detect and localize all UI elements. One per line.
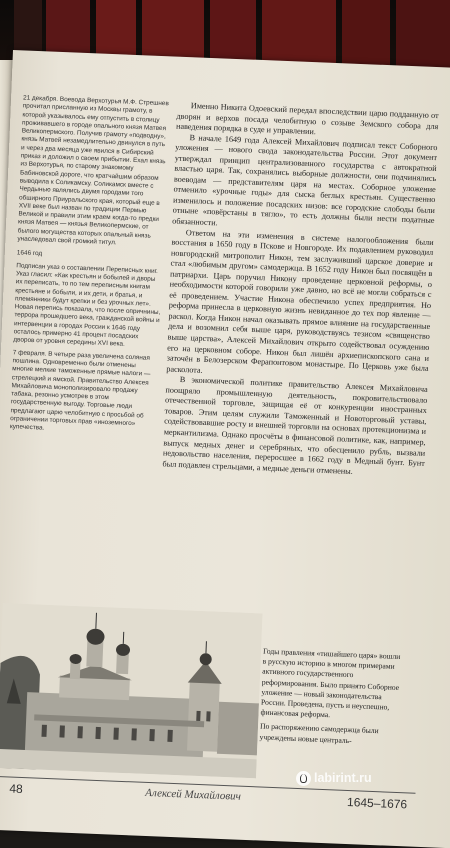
body-paragraph: Ответом на эти изменения в системе налогообложения были восстания в 1650 году в Пскове и Новгороде. Их подавлением руководил новгородский митрополит Никон, тем заслуживший царское доверие и стал «любимым другом» самодержца. В 1652 году Никон был посвящён в патриархи. Царь поручил Никону проведение церковной реформы, о необходимости которой говорили уже давно, но всё не могли собраться с её проведением. Участие Никона обеспечило успех предприятия. Но реформа принесла в церковную жизнь невиданное до тех пор явление — раскол. Когда Никон начал оказывать прямое влияние на государственные дела и возомнил себя выше царя, руководствуясь тезисом «священство выше царства», Алексей Михайлович открыто содействовал осуждению его на церковном соборе. Никон был лишён архиепископского сана и заточён в Белозерском Ферапонтовом монастыре. По Церковь уже была расколота. [166, 227, 434, 385]
body-paragraph: Именно Никита Одоевский передал впоследствии царю подданную от дворян и верхов посада челобитную о созыве Земского собора для наведения порядка в суде и управлении. [176, 101, 439, 143]
sidebar-paragraph: По распоряжению самодержца были учреждены новые централь- [259, 722, 398, 748]
chronicle-paragraph: 21 декабря. Воевода Верхотурья М.Ф. Стрешнев прочитал присланную из Москвы грамоту, в которой указывалось ему отпустить в столицу проживавшего в городе опального князя Матвея Великопермского. Получив грамоту «подводну», князь Матвей незамедлительно двинулся в путь и через два месяца уже явился в Сибирский приказ и доложил о своем прибытии. Ехал князь из Верхотурья, по старому знакомому Бабиновской дороге, что кратчайшим образом выводила к Соликамску. Соликамск вместе с Чердынью являлись двумя городами того обширного Приуральского края, который еще в XVII веке был назван по традиции Пермью Великой и правили этим краем когда-то предки князя Матвея — князья Великопермские, от былого могущества которых опальный князь унаследовал свой громкий титул. [17, 94, 169, 249]
sidebar-note [259, 647, 401, 752]
watermark-text: labirint.ru [314, 771, 372, 785]
chronicle-column [10, 94, 170, 441]
book-spine [396, 0, 450, 76]
sidebar-paragraph: Годы правления «тишайшего царя» вошли в русскую историю в многом примерами активного государственного реформирования. Было принято Соборное уложение — новый законодательства России. Проведена, пусть и неуспешно, финансовая реформа. [260, 647, 401, 724]
main-text-column [162, 101, 439, 480]
page-number: 48 [9, 781, 23, 796]
chronicle-paragraph: Подписан указ о составлении Переписных книг. Указ гласил: «Как крестьян и бобылей и дворы их переписать, то по тем переписным книгам крестьяне и бобыли, и их дети, и братья, и племянники будут крепки и без урочных лет». Новая перепись показала, что после опричнины, террора прошедшего века, гражданской войны и интервенции в городах России к 1646 году осталось примерно 41 процент посадских дворов от уровня середины XVI века. [13, 262, 162, 351]
body-paragraph: В экономической политике правительство Алексея Михайловича поощряло промышленную деятельность, покровительствовало отечественной торговле, защищая её от конкуренции иностранных товаров. Этим целям служили Таможенный и Новоторговый уставы, содействовавшие росту и внешней торговли на основах протекционизма и меркантилизма. Однако просчёты в финансовой политике, как, например, выпуск медных денег и серебряных, что обесценило рубль, вызвали недовольство населения, переросшее в 1662 году в Медный бунт. Бунт был подавлен стрельцами, а медные деньги отменены. [162, 375, 428, 480]
footer-title: Алексей Михайлович [145, 787, 241, 803]
chronicle-year-heading: 1646 год [17, 250, 163, 264]
book-page [0, 50, 450, 848]
watermark [296, 768, 446, 788]
labirint-logo-icon [296, 771, 311, 786]
chronicle-paragraph: 7 февраля. В четыре раза увеличена соляная пошлина. Одновременно были отменены многие мелкие таможенные прямые налоги — стрелецкий и ямской. Правительство Алексея Михайловича монополизировало продажу табака, резонно усмотрев в этом государственную выгоду. Торговые люди предлагают царю челобитную с просьбой об ограничении торговых прав «иноземного» купечества. [10, 349, 159, 438]
monastery-illustration [0, 603, 263, 778]
footer-years: 1645–1676 [347, 795, 408, 811]
body-paragraph: В начале 1649 года Алексей Михайлович подписал текст Соборного уложения — нового свода законодательства России. Этот документ утверждал принцип централизованного государства с автократной властью царя. Так, сохранялись выборные должности, они подчинялись воеводам — представителям царя на местах. Соборное уложение отменило «урочные годы» для сыска беглых крестьян. Существенно изменилось и положение посадских низов: все городские слободы были отныне «повёрстаны в тягло», то есть должны были нести податные обязанности. [172, 132, 438, 237]
